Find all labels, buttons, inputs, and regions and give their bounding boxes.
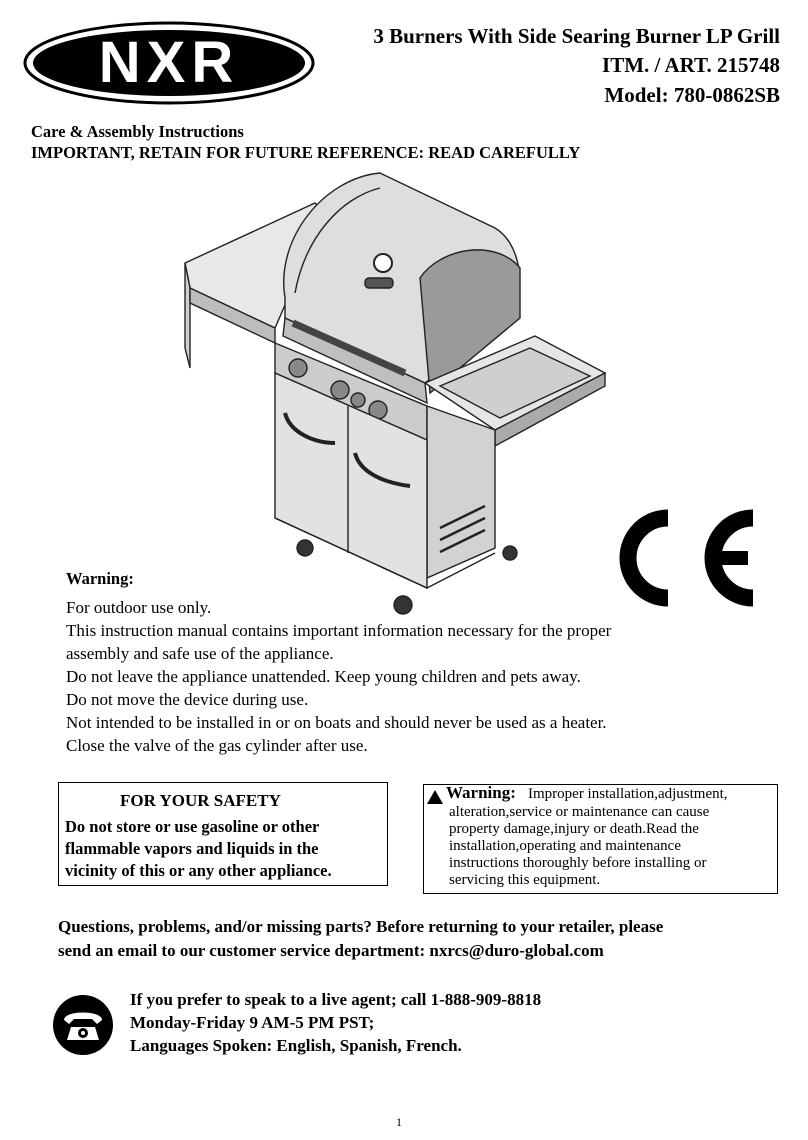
safety-line: Do not store or use gasoline or other	[65, 817, 320, 836]
warning-line: For outdoor use only.	[66, 598, 212, 617]
ce-mark-text: CE	[598, 508, 600, 509]
warning-box-line: Improper installation,adjustment,	[528, 786, 728, 802]
grill-illustration	[165, 168, 620, 618]
telephone-icon	[52, 994, 114, 1056]
warning-box-line: property damage,injury or death.Read the	[449, 821, 699, 837]
warning-line: Close the valve of the gas cylinder after use.	[66, 736, 368, 755]
important-heading: IMPORTANT, RETAIN FOR FUTURE REFERENCE: READ CAREFULLY	[31, 143, 581, 162]
questions-line: send an email to our customer service department: nxrcs@duro-global.com	[58, 941, 604, 960]
warning-box-line: servicing this equipment.	[449, 872, 601, 888]
nxr-logo	[22, 20, 316, 106]
warning-line: Do not leave the appliance unattended. Keep young children and pets away.	[66, 667, 581, 686]
warning-title: Warning:	[66, 569, 134, 588]
warning-box-line: installation,operating and maintenance	[449, 838, 682, 854]
care-heading: Care & Assembly Instructions	[31, 122, 244, 141]
item-number: ITM. / ART. 215748	[602, 53, 780, 77]
agent-line: Languages Spoken: English, Spanish, French.	[130, 1036, 462, 1055]
warning-triangle-icon	[427, 790, 443, 804]
warning-line: Do not move the device during use.	[66, 690, 309, 709]
safety-line: flammable vapors and liquids in the	[65, 839, 319, 858]
model-number: Model: 780-0862SB	[604, 83, 780, 107]
warning-box-label: Warning:	[446, 783, 516, 802]
logo-text: NXR	[98, 30, 240, 95]
warning-line: assembly and safe use of the appliance.	[66, 644, 334, 663]
warning-box-line: alteration,service or maintenance can cause	[449, 804, 710, 820]
agent-line: Monday-Friday 9 AM-5 PM PST;	[130, 1013, 375, 1032]
questions-line: Questions, problems, and/or missing parts? Before returning to your retailer, please	[58, 917, 664, 936]
safety-line: vicinity of this or any other appliance.	[65, 861, 332, 880]
page-number: 1	[396, 1115, 402, 1129]
agent-line: If you prefer to speak to a live agent; call 1-888-909-8818	[130, 990, 542, 1009]
warning-line: Not intended to be installed in or on boats and should never be used as a heater.	[66, 713, 607, 732]
warning-line: This instruction manual contains important information necessary for the proper	[66, 621, 612, 640]
safety-title: FOR YOUR SAFETY	[120, 791, 281, 810]
product-title: 3 Burners With Side Searing Burner LP Grill	[373, 24, 780, 48]
warning-box-line: instructions thoroughly before installing or	[449, 855, 707, 871]
ce-mark	[598, 508, 760, 608]
